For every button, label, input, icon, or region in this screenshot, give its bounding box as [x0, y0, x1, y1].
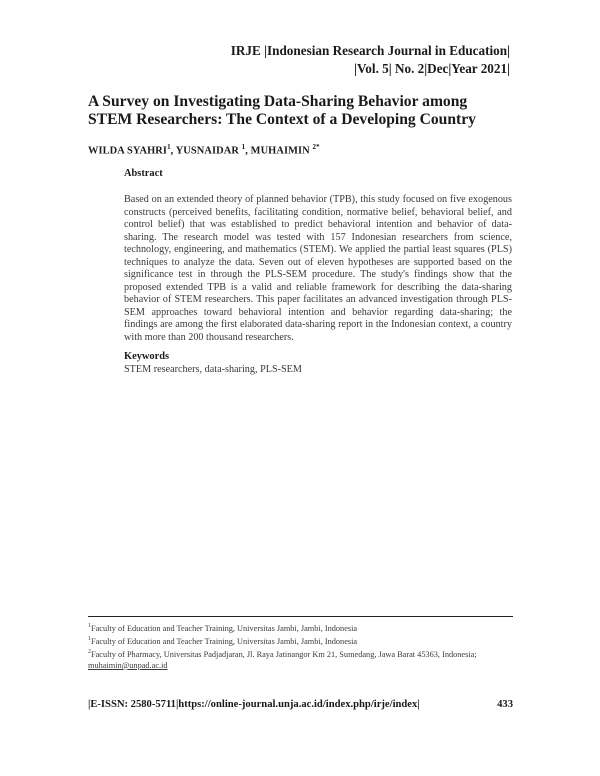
- author-name: YUSNAIDAR: [175, 145, 239, 157]
- footnotes: [88, 621, 513, 671]
- journal-header-line1: IRJE |Indonesian Research Journal in Education|: [230, 43, 510, 58]
- journal-header-line2: |Vol. 5| No. 2|Dec|Year 2021|: [354, 61, 510, 76]
- email-link[interactable]: muhaimin@unpad.ac.id: [88, 660, 168, 670]
- author-affiliation-mark: 2*: [312, 143, 320, 151]
- journal-header: [231, 42, 510, 78]
- paper-title: [88, 93, 518, 129]
- abstract-heading: Abstract: [124, 168, 163, 179]
- footnote-item: [88, 621, 513, 634]
- footnote-mark: 2: [88, 648, 91, 655]
- footnote-text: Faculty of Education and Teacher Training, Universitas Jambi, Jambi, Indonesia: [91, 623, 358, 633]
- footnote-mark: 1: [88, 635, 91, 642]
- author-list: WILDA SYAHRI$^1$, YUSNAIDAR $^1$, MUHAIMIN $^{2*}$: [88, 143, 320, 157]
- paper-title-line1: A Survey on Investigating Data-Sharing Behavior among: [88, 93, 468, 110]
- footnote-text: Faculty of Pharmacy, Universitas Padjadjaran, Jl. Raya Jatinangor Km 21, Sumedang, Jawa Barat 45363, Indonesia;: [91, 649, 477, 659]
- paper-title-line2: STEM Researchers: The Context of a Developing Country: [88, 111, 476, 128]
- footnote-text: Faculty of Education and Teacher Training, Universitas Jambi, Jambi, Indonesia: [91, 636, 358, 646]
- footnote-item: [88, 634, 513, 647]
- keywords-heading: Keywords: [124, 351, 170, 362]
- footer-issn-url: |E-ISSN: 2580-5711|https://online-journal.unja.ac.id/index.php/irje/index|: [88, 699, 420, 710]
- author-name: WILDA SYAHRI: [88, 145, 168, 157]
- abstract-text: Based on an extended theory of planned behavior (TPB), this study focused on five exogenous constructs (perceived benefits, facilitating condition, normative belief, behavioral belief, and control belief) that was established to predict behavioral intention and behavior of data-sharing. The research model was tested with 157 Indonesian researchers from science, technology, engineering, and mathematics (STEM). We applied the partial least squares (PLS) techniques to analyze the data. Seven out of eleven hypotheses are supported based on the significance test in through the PLS-SEM procedure. The study's findings show that the proposed extended TPB is a valid and reliable framework for describing the data-sharing behavior of STEM researchers. This paper facilitates an advanced investigation through PLS-SEM approaches toward behavioral intention and behavior regarding data-sharing; the findings are among the first elaborated data-sharing report in the Indonesian context, a country with more than 200 thousand researchers.: [124, 194, 512, 344]
- footnote-divider: [88, 616, 513, 617]
- author-name: MUHAIMIN: [250, 145, 310, 157]
- footnote-item: [88, 647, 513, 671]
- page-footer: [88, 699, 513, 710]
- footnote-mark: 1: [88, 623, 91, 629]
- author-affiliation-mark: 1: [241, 143, 246, 151]
- keywords-text: STEM researchers, data-sharing, PLS-SEM: [124, 364, 302, 375]
- author-affiliation-mark: 1: [167, 143, 171, 151]
- page-number: 433: [497, 699, 513, 710]
